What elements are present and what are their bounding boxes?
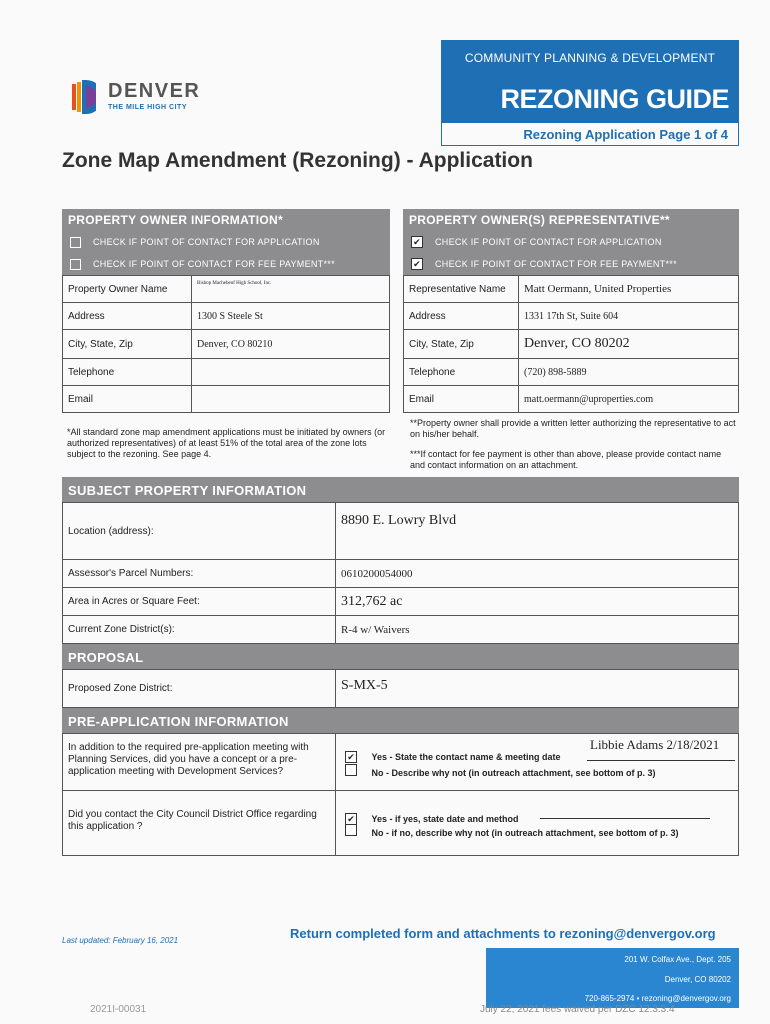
rep-contact-check-label: CHECK IF POINT OF CONTACT FOR APPLICATION (435, 237, 662, 247)
owner-note: *All standard zone map amendment applications must be initiated by owners (or authorized representatives) of at least 51% of the total area of the zone lots subject to the rezoning. See page 4. (67, 427, 386, 459)
owner-fee-check-row (62, 253, 390, 275)
rep-note-authorization: **Property owner shall provide a written letter authorizing the representative to act on his/her behalf. (410, 418, 736, 439)
rep-address-value[interactable]: 1331 17th St, Suite 604 (518, 302, 739, 330)
area-value[interactable]: 312,762 ac (335, 587, 739, 616)
denver-logo-icon (72, 80, 96, 114)
zone-district-label: Current Zone District(s): (62, 615, 336, 644)
owner-telephone-label: Telephone (62, 358, 192, 386)
address-line-2: Denver, CO 80202 (486, 970, 739, 988)
proposed-zone-value[interactable]: S-MX-5 (335, 669, 739, 708)
guide-title: REZONING GUIDE (441, 76, 739, 122)
subject-section-heading: SUBJECT PROPERTY INFORMATION (62, 477, 739, 503)
owner-address-label: Address (62, 302, 192, 330)
rep-section-heading: PROPERTY OWNER(S) REPRESENTATIVE** (403, 209, 739, 231)
q2-yes-checkbox[interactable]: ✔ (345, 813, 357, 825)
case-number: 2021I-00031 (90, 1004, 147, 1015)
q1-contact-value[interactable]: Libbie Adams 2/18/2021 (590, 737, 720, 752)
rep-fee-checkbox[interactable]: ✔ (411, 258, 423, 270)
owner-city-value[interactable]: Denver, CO 80210 (191, 329, 390, 359)
preapp-question-2: Did you contact the City Council District Office regarding this application ? (62, 790, 336, 856)
owner-city-label: City, State, Zip (62, 329, 192, 359)
rep-city-value[interactable]: Denver, CO 80202 (518, 329, 739, 359)
rep-fee-check-row (403, 253, 739, 275)
rep-fee-check-label: CHECK IF POINT OF CONTACT FOR FEE PAYMENT*** (435, 259, 677, 269)
logo-tagline: THE MILE HIGH CITY (108, 104, 187, 111)
rep-email-value[interactable]: matt.oermann@uproperties.com (518, 385, 739, 413)
q2-no-checkbox[interactable] (345, 824, 357, 836)
rep-telephone-label: Telephone (403, 358, 519, 386)
q1-no-checkbox[interactable] (345, 764, 357, 776)
return-instructions: Return completed form and attachments to rezoning@denvergov.org (290, 926, 716, 941)
department-banner: COMMUNITY PLANNING & DEVELOPMENT (441, 40, 739, 76)
address-line-1: 201 W. Colfax Ave., Dept. 205 (486, 948, 739, 970)
proposed-zone-label: Proposed Zone District: (62, 669, 336, 708)
last-updated: Last updated: February 16, 2021 (62, 936, 179, 945)
proposal-section-heading: PROPOSAL (62, 644, 739, 670)
rep-address-label: Address (403, 302, 519, 330)
rep-note-fee-contact: ***If contact for fee payment is other than above, please provide contact name and contact information on an attachment. (410, 449, 722, 470)
owner-name-value[interactable]: Bishop Machebeuf High School, Inc. (191, 275, 390, 303)
owner-name-label: Property Owner Name (62, 275, 192, 303)
location-label: Location (address): (62, 502, 336, 560)
owner-contact-checkbox[interactable] (70, 237, 81, 248)
parcel-value[interactable]: 0610200054000 (335, 559, 739, 588)
rep-name-label: Representative Name (403, 275, 519, 303)
rep-name-value[interactable]: Matt Oermann, United Properties (518, 275, 739, 303)
q1-yes-label: Yes - State the contact name & meeting date (371, 752, 561, 762)
address-line-3: 720-865-2974 • rezoning@denvergov.org (486, 988, 739, 1008)
rep-email-label: Email (403, 385, 519, 413)
owner-contact-check-label: CHECK IF POINT OF CONTACT FOR APPLICATION (93, 237, 320, 247)
q2-yes-label: Yes - if yes, state date and method (371, 814, 519, 824)
rep-telephone-value[interactable]: (720) 898-5889 (518, 358, 739, 386)
q1-yes-checkbox[interactable]: ✔ (345, 751, 357, 763)
q2-no-row (345, 823, 678, 841)
rep-city-label: City, State, Zip (403, 329, 519, 359)
page-indicator: Rezoning Application Page 1 of 4 (441, 122, 739, 146)
q1-no-row (345, 763, 656, 781)
location-value[interactable]: 8890 E. Lowry Blvd (335, 502, 739, 560)
owner-telephone-value[interactable] (191, 358, 390, 386)
owner-email-label: Email (62, 385, 192, 413)
fee-waiver-stamp: July 22, 2021 fees waived per DZC 12.3.3.4 (480, 1004, 675, 1015)
q2-yes-line (540, 818, 710, 819)
preapp-section-heading: PRE-APPLICATION INFORMATION (62, 708, 739, 734)
owner-fee-check-label: CHECK IF POINT OF CONTACT FOR FEE PAYMENT*** (93, 259, 335, 269)
zone-district-value[interactable]: R-4 w/ Waivers (335, 615, 739, 644)
owner-address-value[interactable]: 1300 S Steele St (191, 302, 390, 330)
owner-fee-checkbox[interactable] (70, 259, 81, 270)
rep-contact-check-row (403, 231, 739, 253)
q1-yes-line (587, 760, 735, 761)
owner-contact-check-row (62, 231, 390, 253)
owner-section-heading: PROPERTY OWNER INFORMATION* (62, 209, 390, 231)
form-title: Zone Map Amendment (Rezoning) - Application (62, 149, 533, 172)
area-label: Area in Acres or Square Feet: (62, 587, 336, 616)
parcel-label: Assessor's Parcel Numbers: (62, 559, 336, 588)
rep-contact-checkbox[interactable]: ✔ (411, 236, 423, 248)
owner-email-value[interactable] (191, 385, 390, 413)
logo-name: DENVER (108, 80, 201, 102)
q2-no-label: No - if no, describe why not (in outreach attachment, see bottom of p. 3) (371, 828, 679, 838)
denver-logo (72, 80, 312, 116)
q1-no-label: No - Describe why not (in outreach attachment, see bottom of p. 3) (371, 768, 656, 778)
preapp-question-1: In addition to the required pre-application meeting with Planning Services, did you have a concept or a pre-application meeting with Development Services? (62, 733, 336, 791)
